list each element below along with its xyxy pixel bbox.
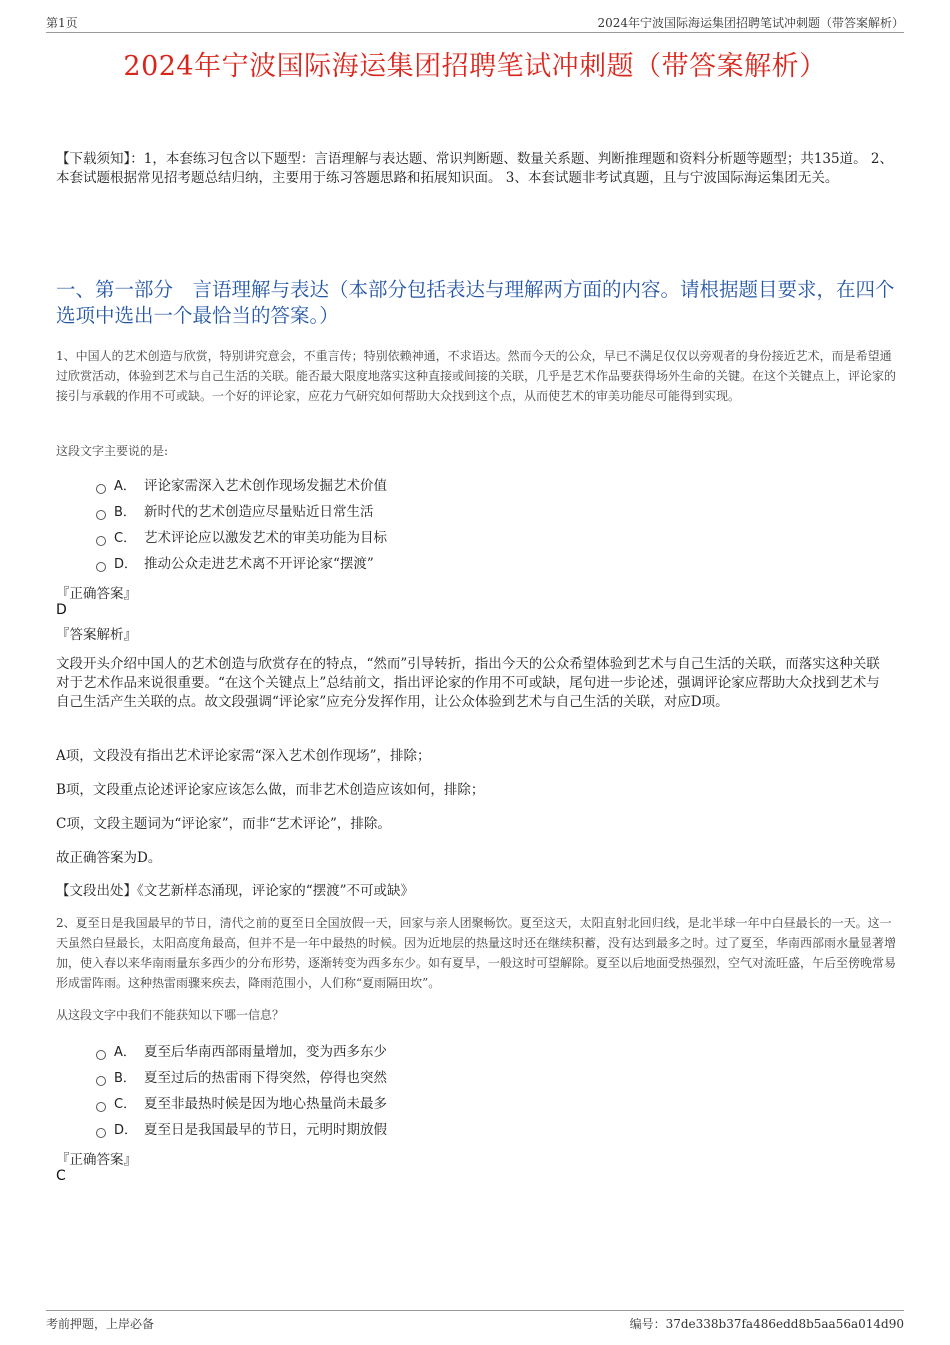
radio-icon[interactable] [96, 1102, 106, 1112]
q1-answer-tag: 『正确答案』 [56, 586, 137, 602]
q1-option-c[interactable] [96, 528, 387, 548]
q1-analysis-line-a: A项，文段没有指出艺术评论家需“深入艺术创作现场”，排除； [56, 748, 431, 764]
option-letter: A． [114, 479, 136, 494]
q1-answer: D [56, 602, 67, 618]
q1-conclusion: 故正确答案为D。 [56, 850, 162, 866]
q1-option-d[interactable] [96, 554, 374, 574]
option-text: 评论家需深入艺术创作现场发掘艺术价值 [144, 478, 387, 494]
q1-analysis: 文段开头介绍中国人的艺术创造与欣赏存在的特点，“然而”引导转折，指出今天的公众希望体验到艺术与自己生活的关联，而落实这种关联对于艺术作品来说很重要。“在这个关键点上”总结前文，指出评论家的作用不可或缺，尾句进一步论述，强调评论家应帮助大众找到艺术与自己生活产生关联的点。故文段强调“评论家”应充分发挥作用，让公众体验到艺术与自己生活的关联，对应D项。 [56, 656, 880, 710]
q1-source: 【文段出处】《文艺新样态涌现，评论家的“摆渡”不可或缺》 [56, 883, 415, 899]
q2-option-b[interactable] [96, 1068, 387, 1088]
q2-option-a[interactable] [96, 1042, 387, 1062]
option-letter: A． [114, 1045, 136, 1060]
option-text: 新时代的艺术创造应尽量贴近日常生活 [144, 504, 374, 520]
q2-answer-tag: 『正确答案』 [56, 1152, 137, 1168]
option-letter: B． [114, 1071, 136, 1086]
footer-doc-id: 编号：37de338b37fa486edd8b5aa56a014d90 [629, 1317, 904, 1331]
option-text: 夏至过后的热雷雨下得突然，停得也突然 [144, 1070, 387, 1086]
radio-icon[interactable] [96, 1076, 106, 1086]
question-1-text: 1、中国人的艺术创造与欣赏，特别讲究意会，不重言传；特别依赖神通，不求语达。然而今天的公众，早已不满足仅仅以旁观者的身份接近艺术，而是希望通过欣赏活动，体验到艺术与自己生活的关联。能否最大限度地落实这种直接或间接的关联，几乎是艺术作品要获得场外生命的关键。在这个关键点上，评论家的接引与承载的作用不可或缺。一个好的评论家，应花力气研究如何帮助大众找到这个点，从而使艺术的审美功能尽可能得到实现。 [56, 349, 897, 403]
q1-analysis-line-b: B项，文段重点论述评论家应该怎么做，而非艺术创造应该如何，排除； [56, 782, 485, 798]
option-text: 夏至后华南西部雨量增加，变为西多东少 [144, 1044, 387, 1060]
q1-option-a[interactable] [96, 476, 387, 496]
page-footer [46, 1310, 904, 1331]
q2-option-c[interactable] [96, 1094, 387, 1114]
page-title: 2024年宁波国际海运集团招聘笔试冲刺题（带答案解析） [123, 51, 827, 82]
question-2-text: 2、夏至日是我国最早的节日，清代之前的夏至日全国放假一天，回家与亲人团聚畅饮。夏至这天，太阳直射北回归线，是北半球一年中白昼最长的一天。这一天虽然白昼最长，太阳高度角最高，但并不是一年中最热的时候。因为近地层的热量这时还在继续积蓄，没有达到最多之时。过了夏至，华南西部雨水量显著增加，使入春以来华南雨量东多西少的分布形势，逐渐转变为西多东少。如有夏旱，一般这时可望解除。夏至以后地面受热强烈，空气对流旺盛，午后至傍晚常易形成雷阵雨。这种热雷雨骤来疾去，降雨范围小，人们称“夏雨隔田坎”。 [56, 916, 897, 990]
q1-option-b[interactable] [96, 502, 374, 522]
header-doc-title: 2024年宁波国际海运集团招聘笔试冲刺题（带答案解析） [597, 16, 904, 30]
radio-icon[interactable] [96, 510, 106, 520]
radio-icon[interactable] [96, 1050, 106, 1060]
radio-icon[interactable] [96, 1128, 106, 1138]
option-text: 推动公众走进艺术离不开评论家“摆渡” [144, 556, 374, 572]
option-letter: C． [114, 531, 137, 546]
q1-analysis-line-c: C项，文段主题词为“评论家”，而非“艺术评论”，排除。 [56, 816, 391, 832]
page-number: 第1页 [46, 16, 78, 30]
q2-answer: C [56, 1168, 66, 1184]
option-letter: B． [114, 505, 136, 520]
option-letter: D． [114, 1123, 138, 1138]
question-1-prompt: 这段文字主要说的是: [56, 444, 169, 458]
radio-icon[interactable] [96, 536, 106, 546]
radio-icon[interactable] [96, 484, 106, 494]
question-2-prompt: 从这段文字中我们不能获知以下哪一信息？ [56, 1008, 285, 1022]
q2-option-d[interactable] [96, 1120, 387, 1140]
download-notice: 【下载须知】：1，本套练习包含以下题型：言语理解与表达题、常识判断题、数量关系题、判断推理题和资料分析题等题型；共135道。 2、本套试题根据常见招考题总结归纳，主要用于练习答题思路和拓展知识面。 3、本套试题非考试真题，且与宁波国际海运集团无关。 [56, 151, 893, 186]
option-text: 艺术评论应以激发艺术的审美功能为目标 [144, 530, 387, 546]
option-text: 夏至日是我国最早的节日，元明时期放假 [144, 1122, 387, 1138]
option-letter: D． [114, 557, 138, 572]
footer-slogan: 考前押题，上岸必备 [46, 1317, 155, 1331]
option-text: 夏至非最热时候是因为地心热量尚未最多 [144, 1096, 387, 1112]
option-letter: C． [114, 1097, 137, 1112]
section-title: 一、第一部分 言语理解与表达（本部分包括表达与理解两方面的内容。请根据题目要求，在四个选项中选出一个最恰当的答案。） [56, 278, 895, 327]
q1-analysis-tag: 『答案解析』 [56, 627, 137, 643]
radio-icon[interactable] [96, 562, 106, 572]
page-header [46, 14, 904, 33]
